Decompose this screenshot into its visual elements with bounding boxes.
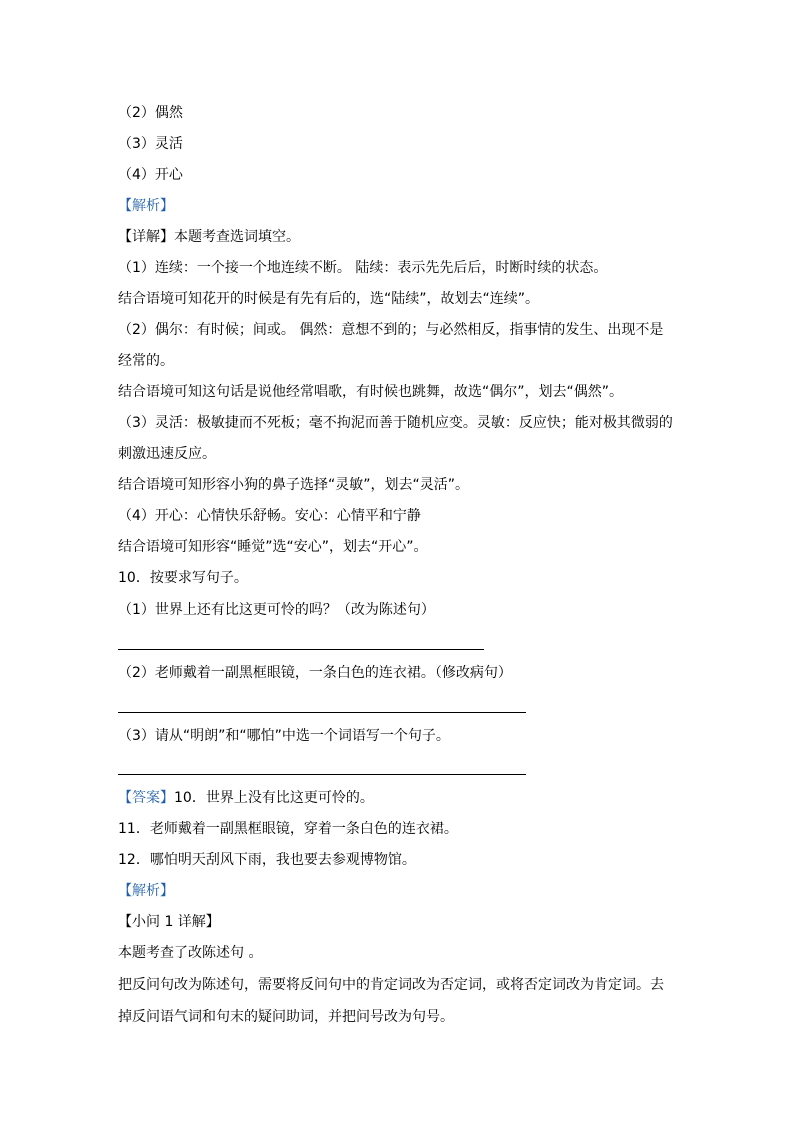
question-10-part-2: （2）老师戴着一副黑框眼镜，一条白色的连衣裙。（修改病句） [118, 665, 512, 681]
option-4-text: （4）开心 [118, 167, 183, 183]
sub-question-heading: 【小问 1 详解】 [118, 914, 220, 930]
question-10-title: 10．按要求写句子。 [118, 570, 248, 586]
explanation-line: （2）偶尔：有时候；间或。 偶然：意想不到的；与必然相反，指事情的发生、出现不是 [118, 322, 664, 338]
option-3-text: （3）灵活 [118, 136, 183, 152]
explanation-line: 刺激迅速反应。 [118, 446, 216, 462]
answer-line-2 [118, 712, 526, 713]
answer-11: 11．老师戴着一副黑框眼镜，穿着一条白色的连衣裙。 [118, 821, 458, 837]
option-2-text: （2）偶然 [118, 105, 183, 121]
answer-12: 12．哪怕明天刮风下雨，我也要去参观博物馆。 [118, 852, 416, 868]
analysis-heading-2: 【解析】 [118, 883, 174, 899]
explanation-line: （1）连续：一个接一个地连续不断。 陆续：表示先先后后，时断时续的状态。 [118, 260, 608, 276]
question-10-part-3: （3）请从“明朗”和“哪怕”中选一个词语写一个句子。 [118, 728, 450, 744]
explanation-line: （3）灵活：极敏捷而不死板；毫不拘泥而善于随机应变。灵敏：反应快；能对极其微弱的 [118, 415, 673, 431]
detail-heading: 【详解】本题考查选词填空。 [118, 229, 300, 245]
explanation-line: 结合语境可知形容“睡觉”选“安心”，划去“开心”。 [118, 539, 428, 555]
answer-line-1 [118, 649, 484, 650]
answer-text: 10．世界上没有比这更可怜的。 [174, 790, 374, 806]
analysis-heading: 【解析】 [118, 198, 174, 214]
explanation-line: 结合语境可知花开的时候是有先有后的，选“陆续”，故划去“连续”。 [118, 291, 540, 307]
explanation-line: 结合语境可知这句话是说他经常唱歌，有时候也跳舞，故选“偶尔”，划去“偶然”。 [118, 384, 624, 400]
answer-tag: 【答案】 [118, 790, 174, 806]
explanation-line: 把反问句改为陈述句，需要将反问句中的肯定词改为否定词，或将否定词改为肯定词。去 [118, 977, 664, 993]
answer-line-3 [118, 774, 526, 775]
explanation-line: 经常的。 [118, 353, 174, 369]
question-10-part-1: （1）世界上还有比这更可怜的吗？（改为陈述句） [118, 602, 435, 618]
answer-line [118, 789, 374, 807]
explanation-line: 掉反问语气词和句末的疑问助词，并把问号改为句号。 [118, 1009, 454, 1025]
explanation-line: 结合语境可知形容小狗的鼻子选择“灵敏”，划去“灵活”。 [118, 477, 470, 493]
explanation-line: （4）开心：心情快乐舒畅。安心：心情平和宁静 [118, 508, 421, 524]
explanation-line: 本题考查了改陈述句 。 [118, 945, 263, 961]
